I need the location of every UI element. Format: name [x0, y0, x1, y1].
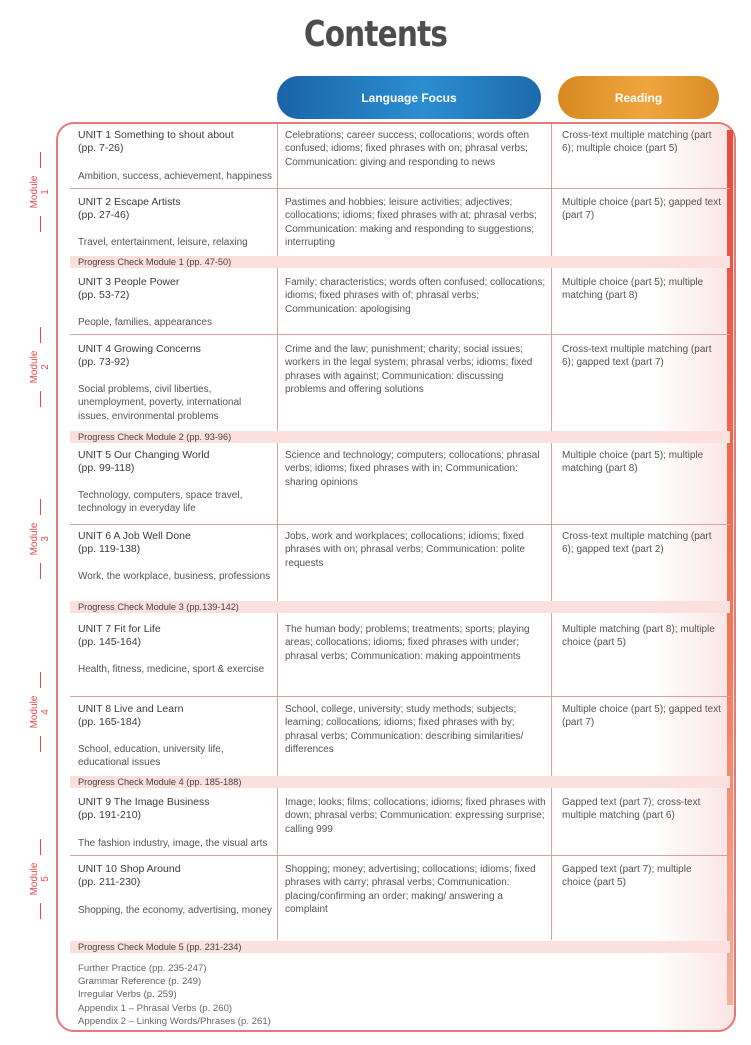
- unit-2-info: [78, 196, 273, 223]
- reading-label: Reading: [614, 90, 663, 105]
- unit-title: UNIT 5 Our Changing World: [78, 449, 210, 461]
- module-3-label: Module 3: [28, 499, 52, 579]
- unit-1-info: [78, 129, 273, 156]
- language-focus-label: Language Focus: [361, 90, 457, 105]
- progress-check-row: Progress Check Module 3 (pp.139-142): [70, 601, 730, 613]
- unit-reading: Cross-text multiple matching (part 6); gapped text (part 7): [562, 344, 712, 369]
- row-divider: [70, 696, 730, 697]
- unit-pages: (pp. 99-118): [78, 462, 135, 475]
- unit-title: UNIT 4 Growing Concerns: [78, 343, 201, 355]
- module-1-label: Module 1: [28, 152, 52, 232]
- unit-topics: School, education, university life, educational issues: [78, 744, 224, 769]
- unit-topics: Technology, computers, space travel, technology in everyday life: [78, 490, 243, 515]
- column-divider-1: [277, 124, 278, 940]
- unit-language-focus: Family; characteristics; words often confused; collocations; idioms; fixed phrases with of; phrasal verbs; Communication: apologising: [285, 277, 546, 315]
- unit-reading: Gapped text (part 7); cross-text multiple matching (part 6): [562, 797, 701, 822]
- unit-4-info: [78, 343, 273, 370]
- module-4-label: Module 4: [28, 672, 52, 752]
- unit-language-focus: The human body; problems; treatments; sports; playing areas; collocations; idioms; fixed phrases with under; phrasal verbs; Communication: making appointments: [285, 624, 530, 662]
- row-divider: [70, 334, 730, 335]
- unit-language-focus: Science and technology; computers; collocations; phrasal verbs; idioms; fixed phrases with in; Communication: sharing opinions: [285, 450, 540, 488]
- unit-language-focus: Crime and the law; punishment; charity; social issues; workers in the legal system; phrasal verbs; idioms; fixed phrases with against; Communication: discussing problems and offering solutions: [285, 344, 533, 396]
- unit-pages: (pp. 211-230): [78, 876, 141, 889]
- unit-language-focus: Celebrations; career success; collocations; words often confused; idioms; fixed phrases with on; phrasal verbs; Communication: giving and responding to news: [285, 130, 530, 168]
- unit-title: UNIT 3 People Power: [78, 276, 180, 288]
- unit-title: UNIT 2 Escape Artists: [78, 196, 181, 208]
- unit-language-focus: Pastimes and hobbies; leisure activities; adjectives; collocations; idioms; fixed phrases with at; phrasal verbs; Communication: making and responding to suggestions; interrupting: [285, 197, 537, 249]
- list-item: Grammar Reference (p. 249): [78, 976, 202, 988]
- page-title: Contents: [303, 14, 448, 55]
- unit-topics: Travel, entertainment, leisure, relaxing: [78, 237, 248, 248]
- progress-check-row: Progress Check Module 1 (pp. 47-50): [70, 256, 730, 268]
- unit-reading: Multiple choice (part 5); gapped text (part 7): [562, 197, 721, 222]
- unit-reading: Gapped text (part 7); multiple choice (part 5): [562, 864, 692, 889]
- list-item: Irregular Verbs (p. 259): [78, 989, 177, 1001]
- unit-reading: Multiple choice (part 5); gapped text (part 7): [562, 704, 721, 729]
- row-divider: [70, 188, 730, 189]
- unit-topics: Social problems, civil liberties, unemployment, poverty, international issues, environmental problems: [78, 384, 242, 422]
- unit-5-info: [78, 449, 273, 476]
- unit-pages: (pp. 27-46): [78, 209, 130, 222]
- unit-title: UNIT 6 A Job Well Done: [78, 530, 191, 542]
- unit-topics: People, families, appearances: [78, 317, 212, 328]
- unit-10-info: [78, 863, 273, 890]
- unit-reading: Cross-text multiple matching (part 6); gapped text (part 2): [562, 531, 712, 556]
- unit-title: UNIT 9 The Image Business: [78, 796, 210, 808]
- unit-pages: (pp. 73-92): [78, 356, 130, 369]
- row-divider: [70, 855, 730, 856]
- unit-title: UNIT 1 Something to shout about: [78, 129, 234, 141]
- unit-topics: Work, the workplace, business, professions: [78, 571, 271, 582]
- unit-pages: (pp. 53-72): [78, 289, 130, 302]
- unit-topics: The fashion industry, image, the visual arts: [78, 838, 268, 849]
- unit-topics: Health, fitness, medicine, sport & exercise: [78, 664, 265, 675]
- unit-8-info: [78, 703, 273, 730]
- unit-6-info: [78, 530, 273, 557]
- unit-language-focus: Image; looks; films; collocations; idioms; fixed phrases with down; phrasal verbs; Communication: expressing surprise; calling 999: [285, 797, 546, 835]
- module-5-label: Module 5: [28, 839, 52, 919]
- unit-pages: (pp. 191-210): [78, 809, 142, 822]
- unit-reading: Cross-text multiple matching (part 6); multiple choice (part 5): [562, 130, 712, 155]
- unit-language-focus: Jobs, work and workplaces; collocations; idioms; fixed phrases with on; phrasal verbs; Communication: polite requests: [285, 531, 526, 569]
- unit-reading: Multiple matching (part 8); multiple choice (part 5): [562, 624, 715, 649]
- unit-7-info: [78, 623, 273, 650]
- unit-reading: Multiple choice (part 5); multiple matching (part 8): [562, 450, 704, 475]
- unit-topics: Shopping, the economy, advertising, money: [78, 905, 272, 916]
- unit-title: UNIT 8 Live and Learn: [78, 703, 184, 715]
- unit-3-info: [78, 276, 273, 303]
- reading-header: [558, 76, 719, 119]
- appendix-list: [78, 962, 271, 1028]
- unit-language-focus: School, college, university; study methods; subjects; learning; collocations; idioms; fixed phrases with by; phrasal verbs; Communication: describing similarities/ differences: [285, 704, 524, 756]
- list-item: Further Practice (pp. 235-247): [78, 963, 207, 974]
- unit-pages: (pp. 165-184): [78, 716, 142, 729]
- progress-check-row: Progress Check Module 5 (pp. 231-234): [70, 941, 730, 953]
- unit-pages: (pp. 145-164): [78, 636, 142, 649]
- unit-language-focus: Shopping; money; advertising; collocations; idioms; fixed phrases with carry; phrasal verbs; Communication: placing/confirming an order; making/ answering a complaint: [285, 864, 536, 916]
- list-item: Appendix 1 – Phrasal Verbs (p. 260): [78, 1002, 233, 1014]
- module-2-label: Module 2: [28, 327, 52, 407]
- language-focus-header: [277, 76, 541, 119]
- list-item: Appendix 2 – Linking Words/Phrases (p. 261): [78, 1015, 271, 1027]
- unit-reading: Multiple choice (part 5); multiple matching (part 8): [562, 277, 704, 302]
- progress-check-row: Progress Check Module 2 (pp. 93-96): [70, 431, 730, 443]
- progress-check-row: Progress Check Module 4 (pp. 185-188): [70, 776, 730, 788]
- unit-title: UNIT 10 Shop Around: [78, 863, 181, 875]
- column-divider-2: [551, 124, 552, 940]
- unit-title: UNIT 7 Fit for Life: [78, 623, 161, 635]
- unit-topics: Ambition, success, achievement, happiness: [78, 171, 272, 182]
- row-divider: [70, 524, 730, 525]
- unit-pages: (pp. 7-26): [78, 142, 124, 155]
- unit-pages: (pp. 119-138): [78, 543, 141, 556]
- unit-9-info: [78, 796, 273, 823]
